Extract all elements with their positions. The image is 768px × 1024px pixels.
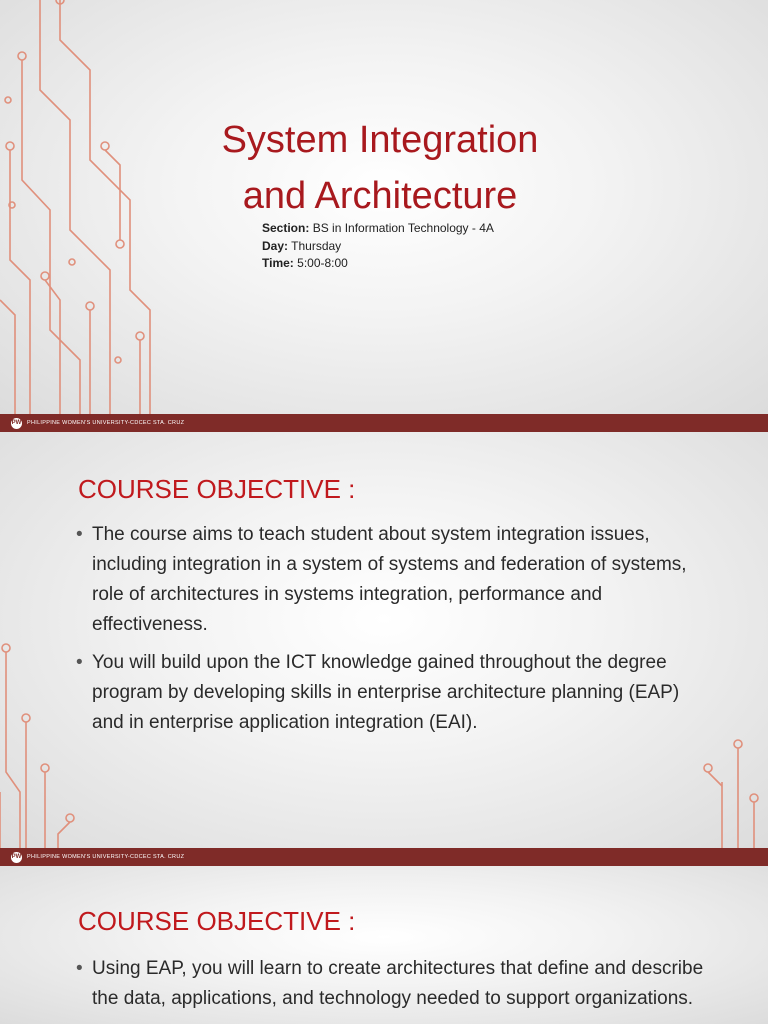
- list-item-text: Using EAP, you will learn to create architectures that define and describe the data, applications, and technology needed to support organizations.: [92, 958, 704, 1009]
- list-item: [74, 520, 704, 640]
- footer-text: PHILIPPINE WOMEN'S UNIVERSITY-CDCEC STA. CRUZ: [27, 854, 185, 860]
- time-row: [262, 255, 494, 273]
- slide-title: [0, 0, 768, 414]
- section-heading: COURSE OBJECTIVE :: [78, 906, 356, 936]
- section-value: BS in Information Technology - 4A: [312, 221, 494, 235]
- footer-text: PHILIPPINE WOMEN'S UNIVERSITY-CDCEC STA. CRUZ: [27, 420, 185, 426]
- day-label: Day:: [262, 238, 289, 253]
- slide-course-objective-2: [0, 866, 768, 1024]
- course-meta: [262, 220, 494, 273]
- title-line-2: and Architecture: [242, 175, 518, 217]
- circuit-decoration-right: [700, 732, 768, 848]
- section-heading: COURSE OBJECTIVE :: [78, 474, 356, 504]
- section-label: Section:: [262, 221, 310, 235]
- time-label: Time:: [262, 256, 294, 270]
- slide-title-heading: [0, 112, 760, 224]
- day-row: [262, 238, 494, 256]
- university-logo-icon: PW: [11, 852, 22, 863]
- list-item-text: You will build upon the ICT knowledge gained throughout the degree program by developing skills in enterprise architecture planning (EAP) and in enterprise application integration (EAI).: [92, 652, 680, 733]
- slide-footer-bar: [0, 848, 768, 866]
- bullet-icon: •: [76, 958, 83, 979]
- bullet-icon: •: [76, 524, 83, 545]
- slide-footer-bar: [0, 414, 768, 432]
- list-item-text: The course aims to teach student about system integration issues, including integration in a system of systems and federation of systems, role of architectures in systems integration, performance and effectiveness.: [92, 524, 687, 635]
- university-logo-icon: PW: [11, 418, 22, 429]
- objective-list: [74, 520, 704, 746]
- day-value: Thursday: [291, 238, 342, 253]
- bullet-icon: •: [76, 652, 83, 673]
- slide-course-objective-1: [0, 432, 768, 848]
- list-item: [74, 648, 704, 738]
- objective-list: [74, 954, 704, 1022]
- section-row: [262, 220, 494, 238]
- title-line-1: System Integration: [221, 119, 539, 161]
- circuit-decoration-left: [0, 622, 80, 848]
- time-value: 5:00-8:00: [297, 256, 348, 270]
- list-item: [74, 954, 704, 1014]
